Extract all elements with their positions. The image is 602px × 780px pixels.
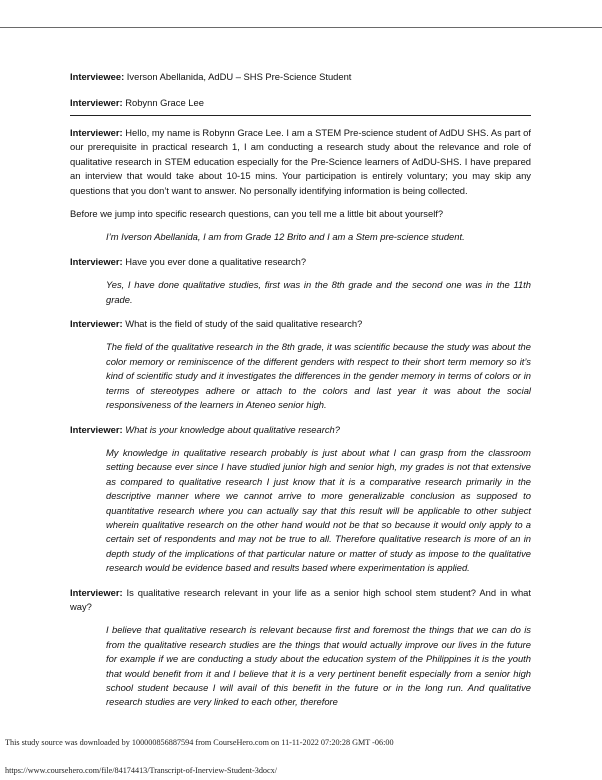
download-note: This study source was downloaded by 100000856887594 from CourseHero.com on 11-11-2022 07:20:28 GMT -06:00 — [5, 738, 394, 747]
intro-paragraph — [70, 126, 531, 198]
answer-2: Yes, I have done qualitative studies, first was in the 8th grade and the second one was in the 11th grade. — [106, 279, 531, 305]
interviewer-line — [70, 96, 531, 110]
interviewee-label: Interviewee: — [70, 71, 125, 82]
interviewer-value: Robynn Grace Lee — [122, 97, 204, 109]
question-4-text: What is your knowledge about qualitative research? — [122, 423, 340, 435]
source-url[interactable]: https://www.coursehero.com/file/84174413/Transcript-of-Inerview-Student-3docx/ — [5, 766, 278, 775]
question-4-label: Interviewer: — [70, 423, 123, 435]
transcript-document — [70, 70, 531, 720]
question-3-label: Interviewer: — [70, 318, 123, 330]
interviewee-line — [70, 70, 531, 84]
question-5-text: Is qualitative research relevant in your life as a senior high school stem student? And in what way? — [70, 586, 531, 612]
question-2 — [70, 255, 531, 269]
question-1-text: Before we jump into specific research questions, can you tell me a little bit about yourself? — [70, 208, 444, 220]
top-divider — [0, 27, 602, 28]
question-3-text: What is the field of study of the said qualitative research? — [122, 318, 363, 330]
header-divider — [70, 115, 531, 116]
question-2-text: Have you ever done a qualitative research? — [122, 255, 307, 267]
question-5-label: Interviewer: — [70, 586, 123, 598]
interviewer-label: Interviewer: — [70, 97, 123, 109]
answer-5: I believe that qualitative research is relevant because first and foremost the things that we can do is from the qualitative research studies are the things that would actually improve our lives in the future for example if we are conducting a study about the education system of the Philippines it is the youth that would benefit from it and I believe that it is a very pertinent benefit especially from a senior high school student because I will avail of this benefit in the future or in the long run. And qualitative research studies are very linked to each other, therefore — [106, 624, 531, 708]
answer-3: The field of the qualitative research in the 8th grade, it was scientific because the study was about the color memory or reminiscence of the different genders with respect to their short term memory so it’s kind of scientific study and it investigates the differences in the gender memory in terms of colors or in terms of stereotypes adhere or attach to the colors and last year it was about the social responsiveness of the learners in Ateneo senior high. — [106, 341, 531, 411]
question-2-label: Interviewer: — [70, 255, 123, 267]
question-4 — [70, 423, 531, 437]
question-3 — [70, 317, 531, 331]
answer-1: I’m Iverson Abellanida, I am from Grade 12 Brito and I am a Stem pre-science student. — [106, 231, 465, 243]
interviewee-value: Iverson Abellanida, AdDU – SHS Pre-Science Student — [124, 71, 352, 82]
intro-label: Interviewer: — [70, 127, 123, 138]
question-1 — [70, 207, 531, 221]
question-5 — [70, 586, 531, 615]
intro-text: Hello, my name is Robynn Grace Lee. I am a STEM Pre-science student of AdDU SHS. As part of our prerequisite in practical research 1, I am conducting a research study about the relevance and role of qualitative research in STEM education especially for the Pre-Science learners of AdDU-SHS. I have prepared an interview that would take about 10-15 mins. Your participation is entirely voluntary; you may skip any questions that you don’t want to answer. No personally identifying information is being collected. — [70, 127, 531, 196]
answer-4: My knowledge in qualitative research probably is just about what I can grasp from the classroom setting because ever since I have studied junior high and senior high, my grades is not that extensive as compared to qualitative research I just know that it is a comparative research primarily in the descriptive manner where we cannot arrive to more generalizable conclusion as supposed to quantitative research where you can actually say that this result will be applicable to other subject wherein qualitative research on the other hand would not be that so because it would only apply to a certain set of respondents and may not be true to all. Therefore qualitative research is more of an in depth study of the implications of that particular nature or matter of study as impose to the qualitative research would be evidence based and results based where experimentation is applied. — [106, 446, 531, 574]
